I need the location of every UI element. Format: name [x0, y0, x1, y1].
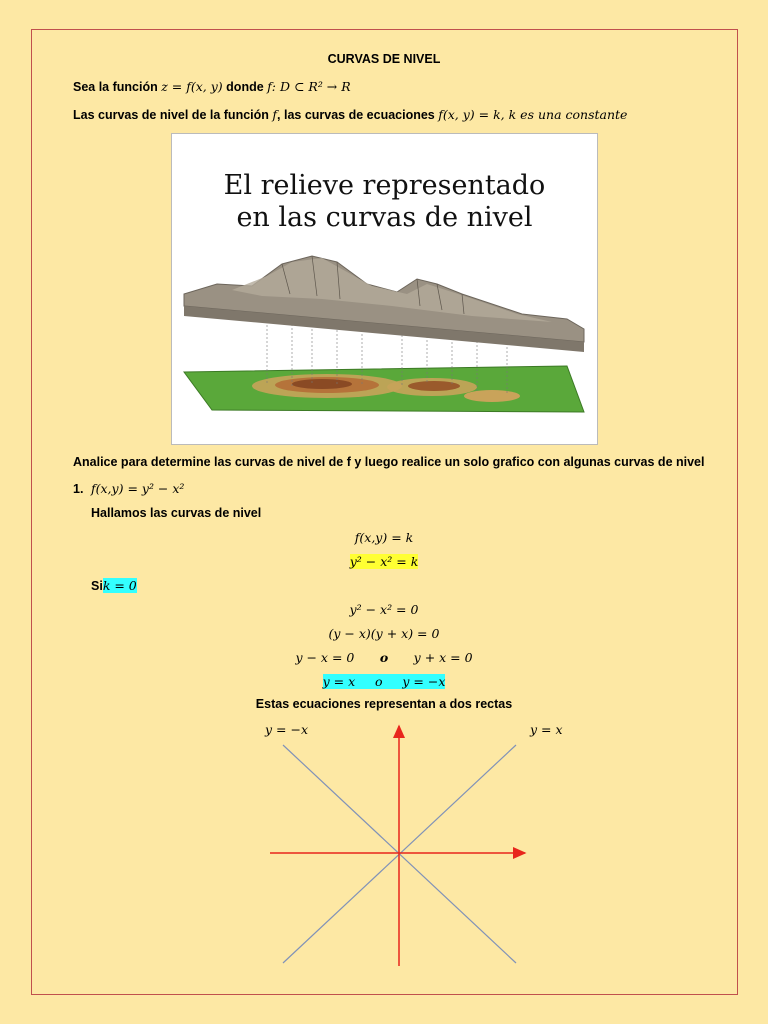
exercise-function: f(x,y) = y² − x² [91, 481, 185, 496]
equation-solutions: y = x o y = −x [322, 674, 446, 689]
equation-3: y² − x² = 0 [349, 602, 419, 617]
exercise-number: 1. [73, 482, 84, 496]
definition-equation: f(x, y) = k, k es una constante [438, 107, 628, 122]
si-line [91, 578, 137, 593]
si-label: Si [91, 579, 103, 593]
relief-illustration [171, 133, 598, 445]
intro-formula: z = f(x, y) [161, 79, 223, 94]
illustration-title-line2: en las curvas de nivel [236, 202, 533, 233]
relief-drawing [172, 134, 597, 444]
equation-level-2 [0, 554, 768, 569]
conclusion-text: Estas ecuaciones representan a dos rectas [255, 697, 513, 711]
intro-domain: f: D ⊂ R² → R [267, 79, 351, 94]
definition-f: f [272, 107, 278, 122]
equation-5 [0, 650, 768, 665]
intro-mid: donde [226, 80, 264, 94]
intro-prefix: Sea la función [73, 80, 158, 94]
step-text: Hallamos las curvas de nivel [91, 506, 262, 520]
instruction-text: Analice para determine las curvas de nivel de f y luego realice un solo grafico con algunas curvas de nivel [73, 455, 705, 469]
equation-6 [0, 674, 768, 689]
label-y-eq-neg-x: y = −x [265, 722, 309, 737]
definition-text: Las curvas de nivel de la función [73, 108, 269, 122]
equation-5-or: o [379, 650, 389, 665]
intro-line [73, 79, 351, 94]
lines-graph [0, 718, 768, 978]
equation-highlighted: y² − x² = k [349, 554, 419, 569]
definition-line [73, 107, 627, 122]
k-value: k = 0 [102, 578, 137, 593]
equation-5b: y + x = 0 [413, 650, 473, 665]
equation-level: f(x,y) = k [354, 530, 414, 545]
equation-4: (y − x)(y + x) = 0 [328, 626, 440, 641]
equation-5a: y − x = 0 [295, 650, 355, 665]
page-title: CURVAS DE NIVEL [327, 52, 441, 66]
definition-text2: , las curvas de ecuaciones [277, 108, 435, 122]
illustration-title-line1: El relieve representado [223, 170, 546, 201]
label-y-eq-x: y = x [530, 722, 563, 737]
